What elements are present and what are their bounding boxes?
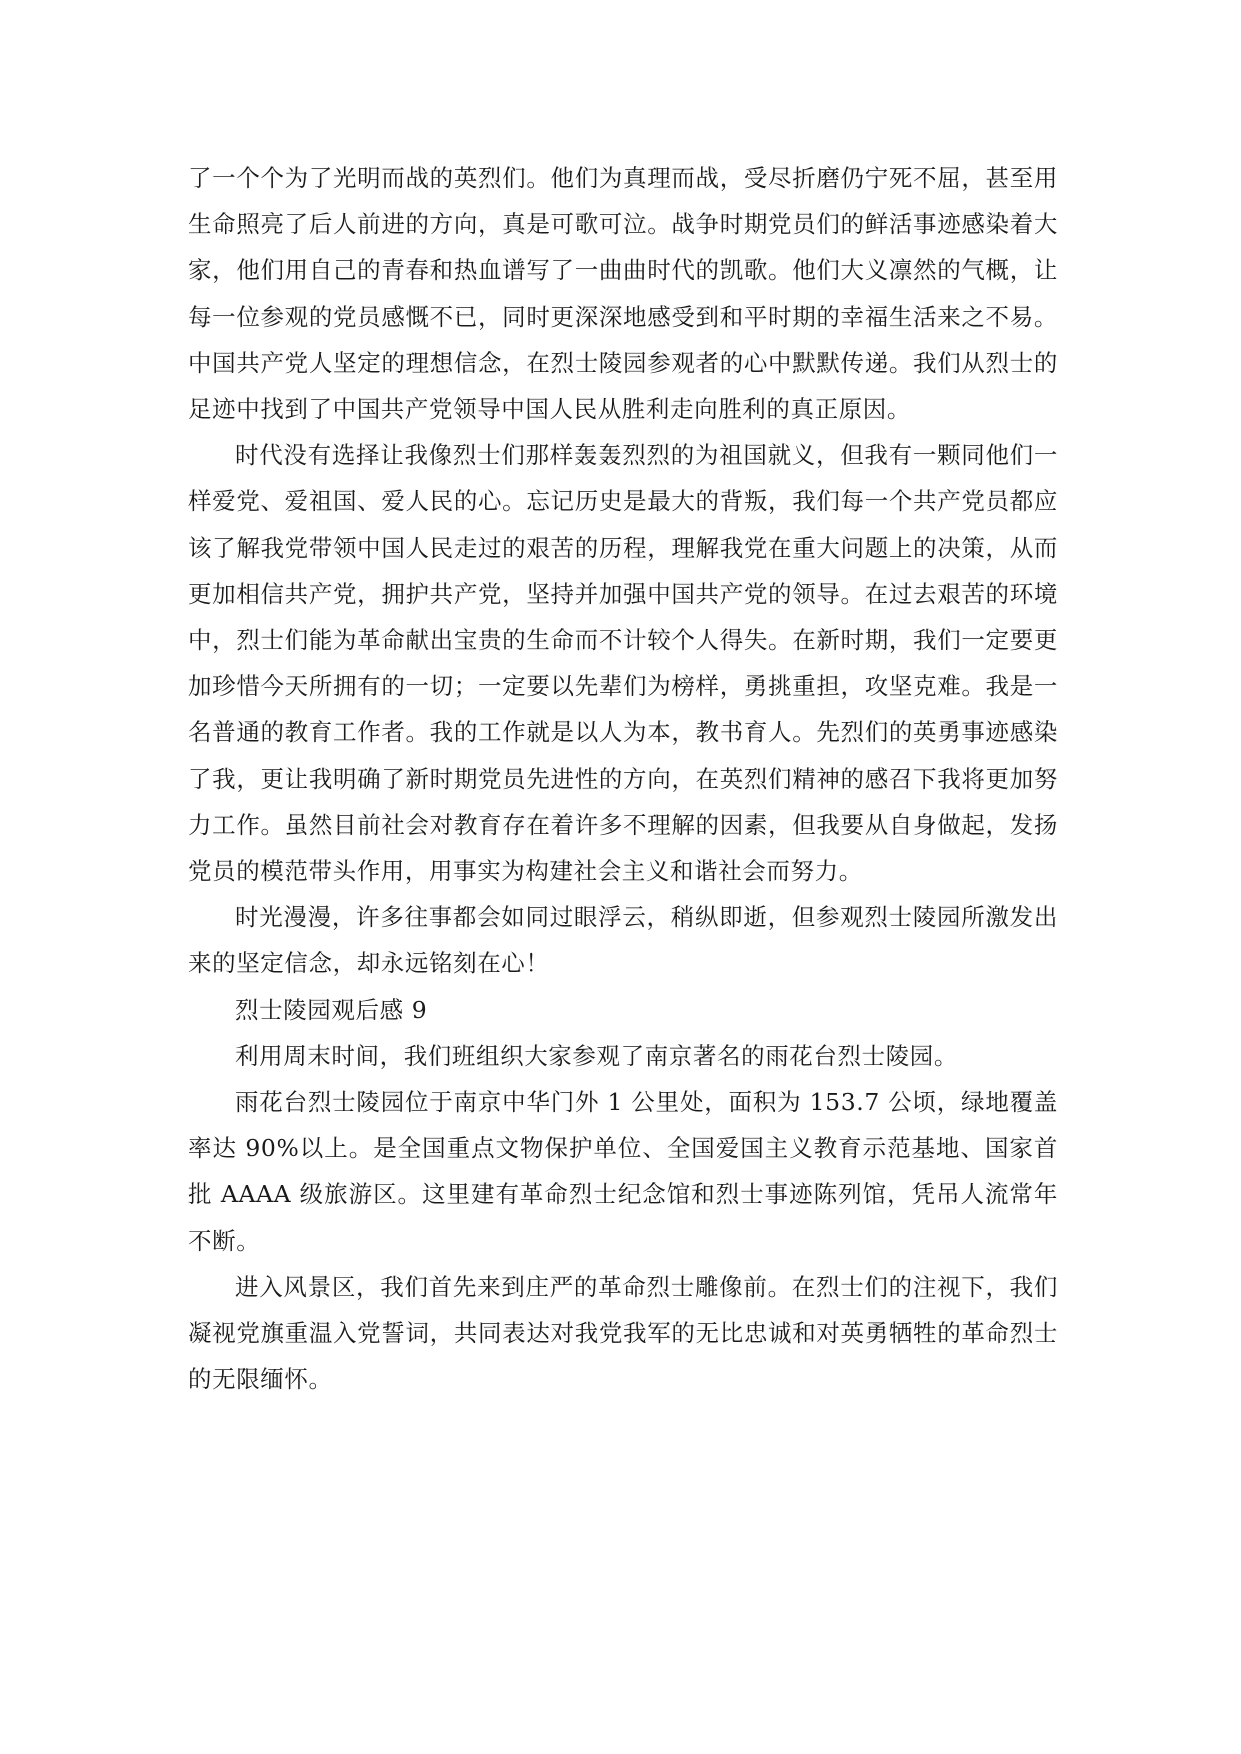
document-body [188,155,1058,1402]
paragraph: 时光漫漫，许多往事都会如同过眼浮云，稍纵即逝，但参观烈士陵园所激发出来的坚定信念，却永远铭刻在心！ [188,903,1058,978]
section-heading: 烈士陵园观后感 9 [235,995,428,1024]
paragraph: 进入风景区，我们首先来到庄严的革命烈士雕像前。在烈士们的注视下，我们凝视党旗重温入党誓词，共同表达对我党我军的无比忠诚和对英勇牺牲的革命烈士的无限缅怀。 [188,1272,1058,1394]
paragraph: 时代没有选择让我像烈士们那样轰轰烈烈的为祖国就义，但我有一颗同他们一样爱党、爱祖国、爱人民的心。忘记历史是最大的背叛，我们每一个共产党员都应该了解我党带领中国人民走过的艰苦的历程，理解我党在重大问题上的决策，从而更加相信共产党，拥护共产党，坚持并加强中国共产党的领导。在过去艰苦的环境中，烈士们能为革命献出宝贵的生命而不计较个人得失。在新时期，我们一定要更加珍惜今天所拥有的一切；一定要以先辈们为榜样，勇挑重担，攻坚克难。我是一名普通的教育工作者。我的工作就是以人为本，教书育人。先烈们的英勇事迹感染了我，更让我明确了新时期党员先进性的方向，在英烈们精神的感召下我将更加努力工作。虽然目前社会对教育存在着许多不理解的因素，但我要从自身做起，发扬党员的模范带头作用，用事实为构建社会主义和谐社会而努力。 [188,441,1058,886]
paragraph: 了一个个为了光明而战的英烈们。他们为真理而战，受尽折磨仍宁死不屈，甚至用生命照亮了后人前进的方向，真是可歌可泣。战争时期党员们的鲜活事迹感染着大家，他们用自己的青春和热血谱写了一曲曲时代的凯歌。他们大义凛然的气概，让每一位参观的党员感慨不已，同时更深深地感受到和平时期的幸福生活来之不易。中国共产党人坚定的理想信念，在烈士陵园参观者的心中默默传递。我们从烈士的足迹中找到了中国共产党领导中国人民从胜利走向胜利的真正原因。 [188,164,1058,424]
paragraph: 雨花台烈士陵园位于南京中华门外 1 公里处，面积为 153.7 公顷，绿地覆盖率达 90%以上。是全国重点文物保护单位、全国爱国主义教育示范基地、国家首批 AAAA 级旅游区。这里建有革命烈士纪念馆和烈士事迹陈列馆，凭吊人流常年不断。 [188,1088,1058,1255]
paragraph: 利用周末时间，我们班组织大家参观了南京著名的雨花台烈士陵园。 [235,1041,958,1070]
